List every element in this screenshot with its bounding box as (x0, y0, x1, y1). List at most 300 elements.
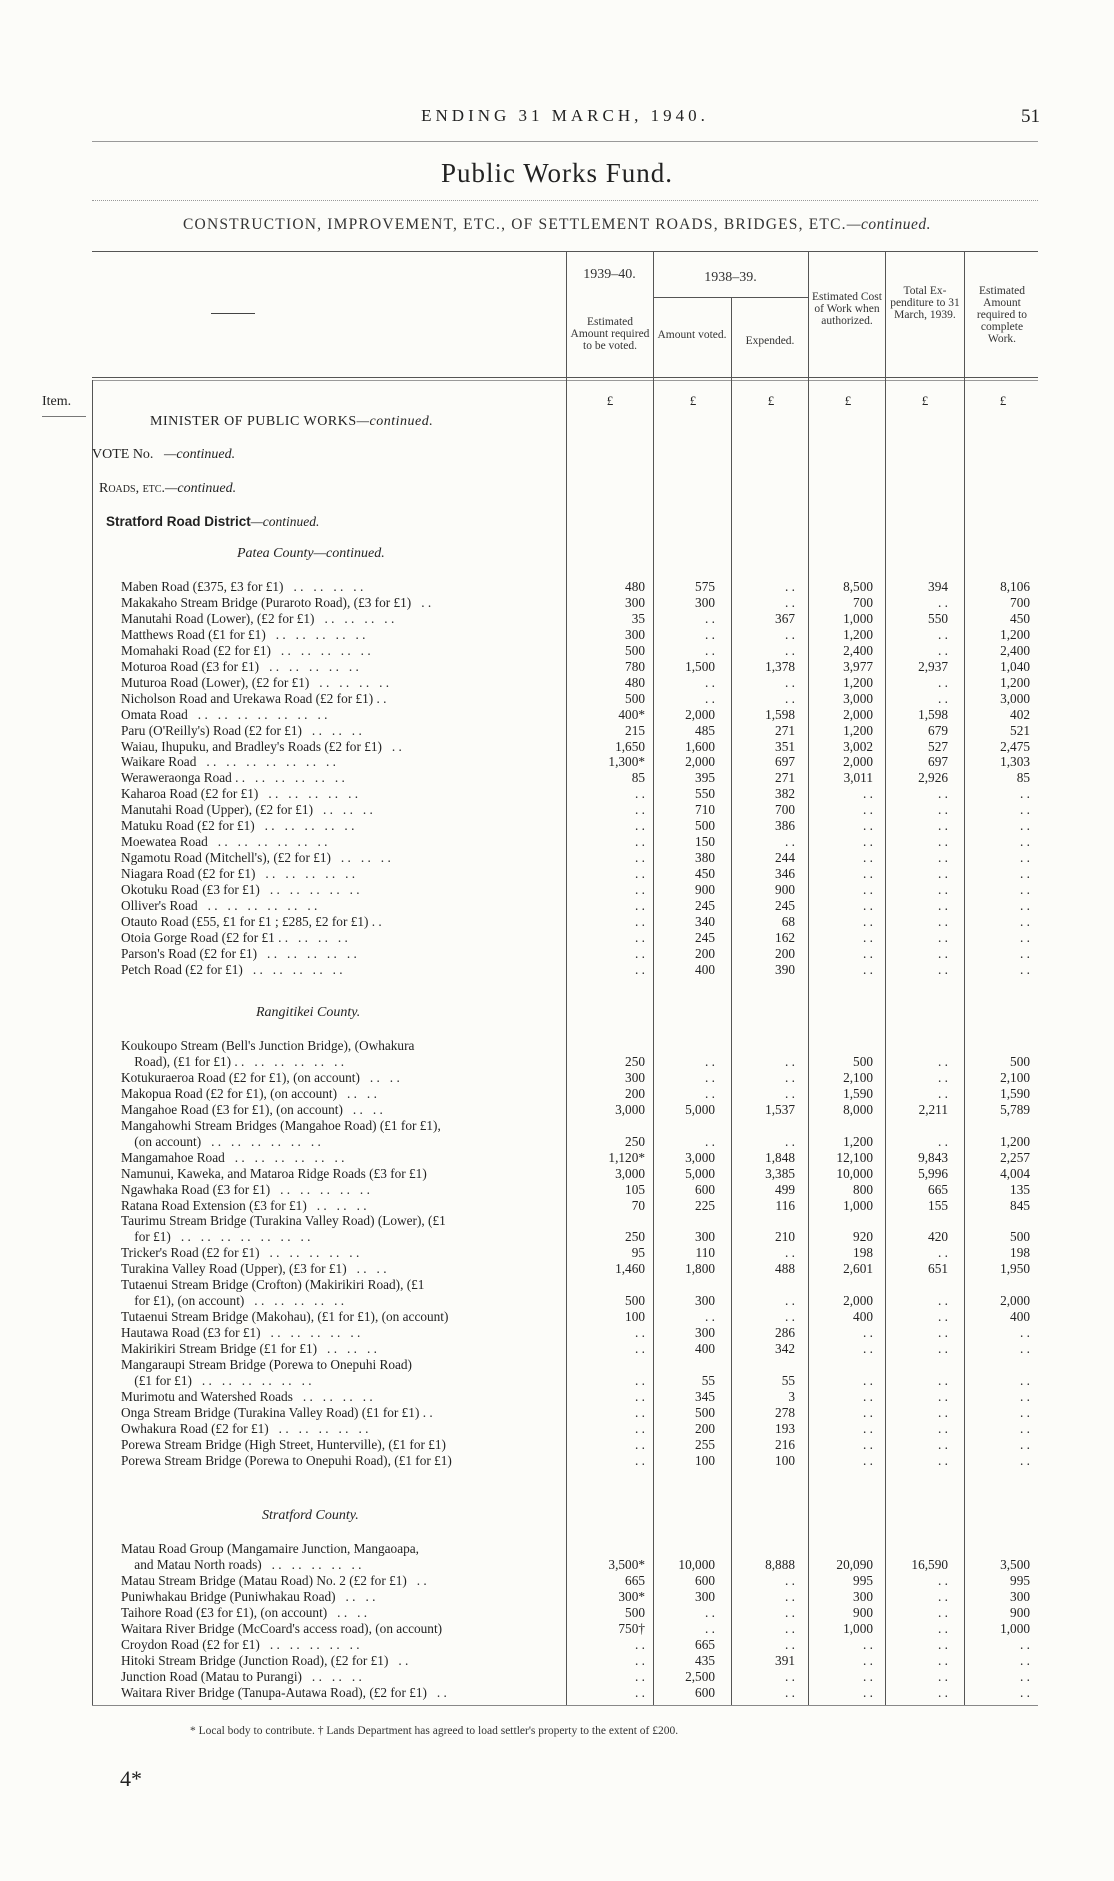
row-value-col4: 995 (853, 1572, 873, 1588)
row-value-col3: . . (785, 1572, 795, 1588)
row-value-col3: 1,598 (765, 706, 795, 722)
row-value-col4: 3,977 (843, 658, 873, 674)
col2-header: Amount voted. (657, 329, 727, 341)
row-value-col4: . . (863, 834, 873, 850)
row-value-col3: 216 (775, 1436, 795, 1452)
row-value-col5: . . (938, 674, 948, 690)
row-value-col2: . . (705, 690, 715, 706)
row-value-col1: 300* (618, 1588, 645, 1604)
section-title (0, 216, 1114, 234)
row-description: Junction Road (Matau to Purangi) . . . . . . (121, 1668, 362, 1684)
row-description: Matau Stream Bridge (Matau Road) No. 2 (£2 for £1) . . (121, 1572, 427, 1588)
table-bottom-rule (92, 1705, 1038, 1706)
table-row (0, 1421, 1114, 1437)
row-value-col3: . . (785, 579, 795, 594)
roads-text: Roads, etc. (99, 481, 165, 496)
row-value-col1: 85 (631, 770, 645, 786)
row-description: Ratana Road Extension (£3 for £1) . . . . . . (121, 1197, 367, 1213)
row-value-col5: . . (938, 594, 948, 610)
row-value-col2: 600 (695, 1684, 715, 1700)
row-value-col4: 1,200 (843, 626, 873, 642)
row-value-col5: 2,211 (918, 1101, 948, 1117)
row-description: Taurimu Stream Bridge (Turakina Valley Road) (Lower), (£1 (121, 1213, 446, 1229)
table-row (0, 1070, 1114, 1086)
row-value-col4: 300 (853, 1588, 873, 1604)
row-value-col2: 1,600 (685, 738, 715, 754)
row-value-col5: . . (938, 834, 948, 850)
row-value-col6: 2,000 (1000, 1293, 1030, 1309)
table-row (0, 882, 1114, 898)
district-heading (106, 514, 319, 530)
row-value-col3: 116 (775, 1197, 795, 1213)
row-value-col2: 1,800 (685, 1261, 715, 1277)
row-value-col4: . . (863, 913, 873, 929)
table-row (0, 1277, 1114, 1293)
row-description: Niagara Road (£2 for £1) . . . . . . . . . . (121, 866, 356, 882)
row-value-col3: . . (785, 1085, 795, 1101)
row-value-col6: 4,004 (1000, 1165, 1030, 1181)
row-value-col4: . . (863, 802, 873, 818)
table-row (0, 1437, 1114, 1453)
row-value-col6: . . (1020, 961, 1030, 977)
section-title-cont: —continued. (846, 216, 931, 233)
row-value-col6: 1,040 (1000, 658, 1030, 674)
title-rule (92, 200, 1038, 201)
row-value-col4: 400 (853, 1309, 873, 1325)
table-row (0, 1405, 1114, 1421)
row-value-col2: 665 (695, 1636, 715, 1652)
table-row (0, 611, 1114, 627)
col5-header: Total Ex- penditure to 31 March, 1939. (890, 285, 960, 321)
row-value-col5: . . (938, 1053, 948, 1069)
row-value-col5: . . (938, 802, 948, 818)
row-value-col2: 300 (695, 1588, 715, 1604)
table-row (0, 1589, 1114, 1605)
row-value-col4: 3,002 (843, 738, 873, 754)
table-row (0, 691, 1114, 707)
row-value-col6: . . (1020, 1420, 1030, 1436)
row-description: Otauto Road (£55, £1 for £1 ; £285, £2 for £1) . . (121, 913, 382, 929)
row-value-col1: 70 (631, 1197, 645, 1213)
row-value-col4: 10,000 (836, 1165, 873, 1181)
row-value-col5: 550 (928, 610, 948, 626)
currency-col4: £ (844, 393, 852, 408)
row-value-col3: . . (785, 1133, 795, 1149)
row-value-col4: . . (863, 1436, 873, 1452)
row-value-col6: 1,200 (1000, 1133, 1030, 1149)
footnote: * Local body to contribute. † Lands Department has agreed to load settler's property to the extent of £200. (190, 1725, 679, 1737)
row-value-col1: 1,120* (608, 1149, 645, 1165)
row-value-col5: . . (938, 850, 948, 866)
row-value-col4: . . (863, 898, 873, 913)
table-row (0, 643, 1114, 659)
row-description: Matuku Road (£2 for £1) . . . . . . . . . . (121, 818, 355, 834)
row-value-col3: . . (785, 690, 795, 706)
table-head-rule (92, 377, 1038, 378)
table-row (0, 707, 1114, 723)
row-value-col2: . . (705, 610, 715, 626)
table-row (0, 1653, 1114, 1669)
row-value-col3: 210 (775, 1229, 795, 1245)
row-value-col2: 150 (695, 834, 715, 850)
row-value-col5: 651 (928, 1261, 948, 1277)
row-value-col5: 155 (928, 1197, 948, 1213)
row-value-col1: . . (635, 1452, 645, 1468)
row-value-col3: 1,537 (765, 1101, 795, 1117)
row-value-col1: . . (635, 1668, 645, 1684)
row-value-col6: 3,000 (1000, 690, 1030, 706)
row-value-col1: . . (635, 1420, 645, 1436)
row-value-col3: 1,848 (765, 1149, 795, 1165)
row-description: Tutaenui Stream Bridge (Crofton) (Makirikiri Road), (£1 (121, 1277, 425, 1293)
row-value-col4: . . (863, 1636, 873, 1652)
col-line-5 (885, 251, 886, 1705)
row-value-col5: . . (938, 1325, 948, 1341)
row-value-col4: 1,200 (843, 722, 873, 738)
row-value-col3: 700 (775, 802, 795, 818)
table-row (0, 1389, 1114, 1405)
page-number: 51 (1021, 106, 1040, 127)
row-value-col2: 575 (695, 579, 715, 594)
minister-cont: —continued. (356, 414, 434, 429)
table-row (0, 754, 1114, 770)
row-value-col4: . . (863, 1420, 873, 1436)
row-value-col4: 1,200 (843, 674, 873, 690)
row-value-col6: . . (1020, 1404, 1030, 1420)
row-value-col3: 386 (775, 818, 795, 834)
row-value-col2: 500 (695, 1404, 715, 1420)
row-value-col1: 3,500* (608, 1556, 645, 1572)
row-value-col4: . . (863, 1388, 873, 1404)
row-value-col4: . . (863, 1684, 873, 1700)
row-value-col3: 488 (775, 1261, 795, 1277)
row-description: Ngawhaka Road (£3 for £1) . . . . . . . . . . (121, 1181, 370, 1197)
row-value-col6: . . (1020, 1325, 1030, 1341)
table-row (0, 1669, 1114, 1685)
row-value-col1: . . (635, 802, 645, 818)
row-value-col2: 300 (695, 1325, 715, 1341)
row-description: Kaharoa Road (£2 for £1) . . . . . . . . . . (121, 786, 359, 802)
row-value-col3: . . (785, 674, 795, 690)
row-value-col4: . . (863, 1668, 873, 1684)
row-description: Namunui, Kaweka, and Mataroa Ridge Roads (£3 for £1) (121, 1165, 427, 1181)
row-description: Maben Road (£375, £3 for £1) . . . . . . . . (121, 579, 364, 594)
year-1939-40: 1939–40. (583, 267, 636, 282)
row-value-col3: . . (785, 594, 795, 610)
row-description: Porewa Stream Bridge (High Street, Hunterville), (£1 for £1) (121, 1436, 446, 1452)
row-value-col5: . . (938, 1341, 948, 1357)
table-row (0, 723, 1114, 739)
row-value-col1: . . (635, 898, 645, 913)
row-value-col5: 2,926 (918, 770, 948, 786)
row-value-col5: . . (938, 1388, 948, 1404)
row-value-col4: . . (863, 882, 873, 898)
table-row (0, 739, 1114, 755)
roads-cont: —continued. (164, 481, 237, 496)
col-line-3 (731, 297, 732, 1705)
row-value-col1: . . (635, 1404, 645, 1420)
row-value-col5: . . (938, 1668, 948, 1684)
row-value-col5: . . (938, 1372, 948, 1388)
row-value-col2: . . (705, 674, 715, 690)
row-value-col4: . . (863, 866, 873, 882)
row-value-col4: . . (863, 1372, 873, 1388)
row-value-col4: 920 (853, 1229, 873, 1245)
vote-cont: —continued. (163, 447, 236, 462)
row-value-col3: 68 (781, 913, 795, 929)
minister-text: MINISTER OF PUBLIC WORKS (150, 414, 357, 429)
table-row (0, 786, 1114, 802)
table-top-rule (92, 251, 1038, 252)
row-value-col1: . . (635, 834, 645, 850)
table-row (0, 1102, 1114, 1118)
row-value-col1: 500 (625, 1604, 645, 1620)
row-value-col1: 1,460 (615, 1261, 645, 1277)
row-value-col4: 2,000 (843, 1293, 873, 1309)
row-value-col2: 10,000 (678, 1556, 715, 1572)
row-value-col5: . . (938, 1652, 948, 1668)
table-row (0, 914, 1114, 930)
row-value-col3: 3,385 (765, 1165, 795, 1181)
row-description: for £1) . . . . . . . . . . . . . . (121, 1229, 311, 1245)
row-value-col2: 245 (695, 929, 715, 945)
row-value-col2: 380 (695, 850, 715, 866)
table-row (0, 1573, 1114, 1589)
row-value-col4: 1,000 (843, 610, 873, 626)
row-description: Muturoa Road (Lower), (£2 for £1) . . . . . . . . (121, 674, 390, 690)
minister-heading (150, 414, 433, 430)
row-description: Puniwhakau Bridge (Puniwhakau Road) . . . . (121, 1588, 376, 1604)
row-value-col3: . . (785, 1293, 795, 1309)
row-value-col4: . . (863, 1404, 873, 1420)
table-row (0, 946, 1114, 962)
row-value-col5: . . (938, 961, 948, 977)
row-description: Matthews Road (£1 for £1) . . . . . . . . . . (121, 626, 366, 642)
row-value-col5: . . (938, 1404, 948, 1420)
county-heading: Stratford County. (262, 1508, 359, 1523)
row-value-col3: 278 (775, 1404, 795, 1420)
row-value-col4: 2,400 (843, 642, 873, 658)
row-value-col6: 400 (1010, 1309, 1030, 1325)
row-value-col5: . . (938, 929, 948, 945)
row-value-col3: 697 (775, 754, 795, 770)
row-description: Paru (O'Reilly's) Road (£2 for £1) . . . . . . (121, 722, 362, 738)
row-value-col2: 600 (695, 1572, 715, 1588)
row-value-col4: 12,100 (836, 1149, 873, 1165)
row-value-col6: 2,257 (1000, 1149, 1030, 1165)
row-description: Kotukuraeroa Road (£2 for £1), (on account) . . . . (121, 1069, 400, 1085)
row-value-col6: 450 (1010, 610, 1030, 626)
row-value-col4: 3,000 (843, 690, 873, 706)
row-value-col3: . . (785, 1668, 795, 1684)
row-value-col5: . . (938, 866, 948, 882)
row-value-col6: 1,590 (1000, 1085, 1030, 1101)
table-row (0, 1341, 1114, 1357)
row-value-col5: . . (938, 1604, 948, 1620)
row-value-col1: 1,650 (615, 738, 645, 754)
row-value-col6: . . (1020, 913, 1030, 929)
row-value-col1: . . (635, 945, 645, 961)
row-value-col4: 2,601 (843, 1261, 873, 1277)
currency-col5: £ (921, 393, 929, 408)
row-value-col6: . . (1020, 1652, 1030, 1668)
row-value-col1: 400* (618, 706, 645, 722)
row-value-col1: . . (635, 929, 645, 945)
table-row (0, 1086, 1114, 1102)
row-value-col3: 245 (775, 898, 795, 913)
fund-title: Public Works Fund. (440, 158, 674, 188)
row-value-col6: 845 (1010, 1197, 1030, 1213)
col-line-1 (566, 251, 567, 1705)
county-heading: Patea County—continued. (237, 546, 385, 561)
row-value-col6: . . (1020, 1372, 1030, 1388)
row-value-col2: 600 (695, 1181, 715, 1197)
row-description: Mangamahoe Road . . . . . . . . . . . . (121, 1149, 345, 1165)
table-row (0, 675, 1114, 691)
row-value-col1: . . (635, 818, 645, 834)
table-row (0, 1229, 1114, 1245)
row-value-col4: . . (863, 1652, 873, 1668)
row-value-col1: . . (635, 1388, 645, 1404)
folio: 4* (120, 1766, 142, 1791)
row-value-col3: 346 (775, 866, 795, 882)
currency-col2: £ (689, 393, 697, 408)
roads-heading (99, 481, 236, 497)
row-value-col4: . . (863, 850, 873, 866)
row-value-col5: . . (938, 1684, 948, 1700)
row-value-col2: 435 (695, 1652, 715, 1668)
row-value-col2: 550 (695, 786, 715, 802)
row-value-col5: . . (938, 1636, 948, 1652)
table-row (0, 1453, 1114, 1469)
row-value-col2: 2,500 (685, 1668, 715, 1684)
row-description: Weraweraonga Road . . . . . . . . . . . . (121, 770, 345, 786)
table-row (0, 627, 1114, 643)
row-description: Makakaho Stream Bridge (Puraroto Road), (£3 for £1) . . (121, 594, 432, 610)
row-description: Murimotu and Watershed Roads . . . . . . . . (121, 1388, 373, 1404)
row-value-col1: 1,300* (608, 754, 645, 770)
row-description: Mangahowhi Stream Bridges (Mangahoe Road) (£1 for £1), (121, 1117, 441, 1133)
year-1938-39: 1938–39. (704, 270, 757, 285)
row-value-col2: 100 (695, 1452, 715, 1468)
row-description: Moewatea Road . . . . . . . . . . . . (121, 834, 328, 850)
row-value-col1: 300 (625, 594, 645, 610)
row-value-col5: 16,590 (911, 1556, 948, 1572)
row-value-col4: 900 (853, 1604, 873, 1620)
table-row (0, 1605, 1114, 1621)
row-value-col2: 110 (695, 1245, 715, 1261)
row-value-col5: 697 (928, 754, 948, 770)
row-value-col3: 1,378 (765, 658, 795, 674)
row-value-col4: 2,100 (843, 1069, 873, 1085)
row-value-col4: . . (863, 929, 873, 945)
row-value-col6: 3,500 (1000, 1556, 1030, 1572)
row-description: Matau Road Group (Mangamaire Junction, Mangaoapa, (121, 1541, 419, 1556)
table-row (0, 1325, 1114, 1341)
row-value-col2: . . (705, 1085, 715, 1101)
row-value-col3: . . (785, 1684, 795, 1700)
row-value-col3: . . (785, 1588, 795, 1604)
row-description: Porewa Stream Bridge (Porewa to Onepuhi Road), (£1 for £1) (121, 1452, 452, 1468)
row-value-col5: . . (938, 1309, 948, 1325)
row-value-col4: . . (863, 1341, 873, 1357)
row-value-col1: . . (635, 850, 645, 866)
row-value-col6: 521 (1010, 722, 1030, 738)
row-value-col1: . . (635, 1684, 645, 1700)
row-value-col6: 500 (1010, 1229, 1030, 1245)
table-row (0, 1198, 1114, 1214)
table-row (0, 1637, 1114, 1653)
row-value-col5: . . (938, 1133, 948, 1149)
table-row (0, 930, 1114, 946)
row-value-col2: 3,000 (685, 1149, 715, 1165)
row-value-col4: . . (863, 945, 873, 961)
row-value-col4: . . (863, 1452, 873, 1468)
table-row (0, 659, 1114, 675)
row-value-col6: 300 (1010, 1588, 1030, 1604)
row-description: Mangahoe Road (£3 for £1), (on account) . . . . (121, 1101, 383, 1117)
row-value-col1: 480 (625, 674, 645, 690)
row-value-col2: 340 (695, 913, 715, 929)
row-value-col2: 300 (695, 1229, 715, 1245)
row-value-col2: 395 (695, 770, 715, 786)
col4-header: Estimated Cost of Work when authorized. (812, 291, 882, 327)
row-value-col2: 345 (695, 1388, 715, 1404)
row-description: Ngamotu Road (Mitchell's), (£2 for £1) . . . . . . (121, 850, 391, 866)
row-value-col3: . . (785, 1245, 795, 1261)
row-value-col1: . . (635, 1436, 645, 1452)
row-description: Otoia Gorge Road (£2 for £1 . . . . . . . . (121, 929, 348, 945)
table-row (0, 818, 1114, 834)
row-value-col6: 900 (1010, 1604, 1030, 1620)
col-line-6 (964, 251, 965, 1705)
table-row (0, 866, 1114, 882)
running-title: ENDING 31 MARCH, 1940. (421, 106, 709, 125)
row-value-col6: 1,303 (1000, 754, 1030, 770)
row-value-col1: 780 (625, 658, 645, 674)
row-description: Hautawa Road (£3 for £1) . . . . . . . . . . (121, 1325, 361, 1341)
row-value-col3: 367 (775, 610, 795, 626)
row-value-col1: 300 (625, 1069, 645, 1085)
row-description: and Matau North roads) . . . . . . . . . . (121, 1556, 362, 1572)
row-value-col4: 8,500 (843, 579, 873, 594)
row-description: Makirikiri Stream Bridge (£1 for £1) . . . . . . (121, 1341, 377, 1357)
row-value-col4: 2,000 (843, 706, 873, 722)
row-value-col5: . . (938, 1245, 948, 1261)
county-heading: Rangitikei County. (256, 1005, 361, 1020)
row-value-col4: . . (863, 786, 873, 802)
row-value-col6: . . (1020, 1636, 1030, 1652)
row-description: Waikare Road . . . . . . . . . . . . . . (121, 754, 336, 770)
row-value-col5: 9,843 (918, 1149, 948, 1165)
col1-header: Estimated Amount required to be voted. (570, 316, 650, 352)
header-rule (92, 141, 1038, 142)
row-value-col2: 485 (695, 722, 715, 738)
row-value-col2: 710 (695, 802, 715, 818)
row-description: Koukoupo Stream (Bell's Junction Bridge), (Owhakura (121, 1038, 415, 1053)
row-value-col6: . . (1020, 802, 1030, 818)
row-value-col1: 250 (625, 1133, 645, 1149)
row-value-col5: . . (938, 690, 948, 706)
row-description: (£1 for £1) . . . . . . . . . . . . (121, 1372, 312, 1388)
row-value-col1: 95 (631, 1245, 645, 1261)
row-value-col6: 700 (1010, 594, 1030, 610)
row-description: Petch Road (£2 for £1) . . . . . . . . . . (121, 961, 343, 977)
row-value-col1: 100 (625, 1309, 645, 1325)
row-value-col6: 2,400 (1000, 642, 1030, 658)
row-value-col2: . . (705, 1133, 715, 1149)
currency-col3: £ (767, 393, 775, 408)
